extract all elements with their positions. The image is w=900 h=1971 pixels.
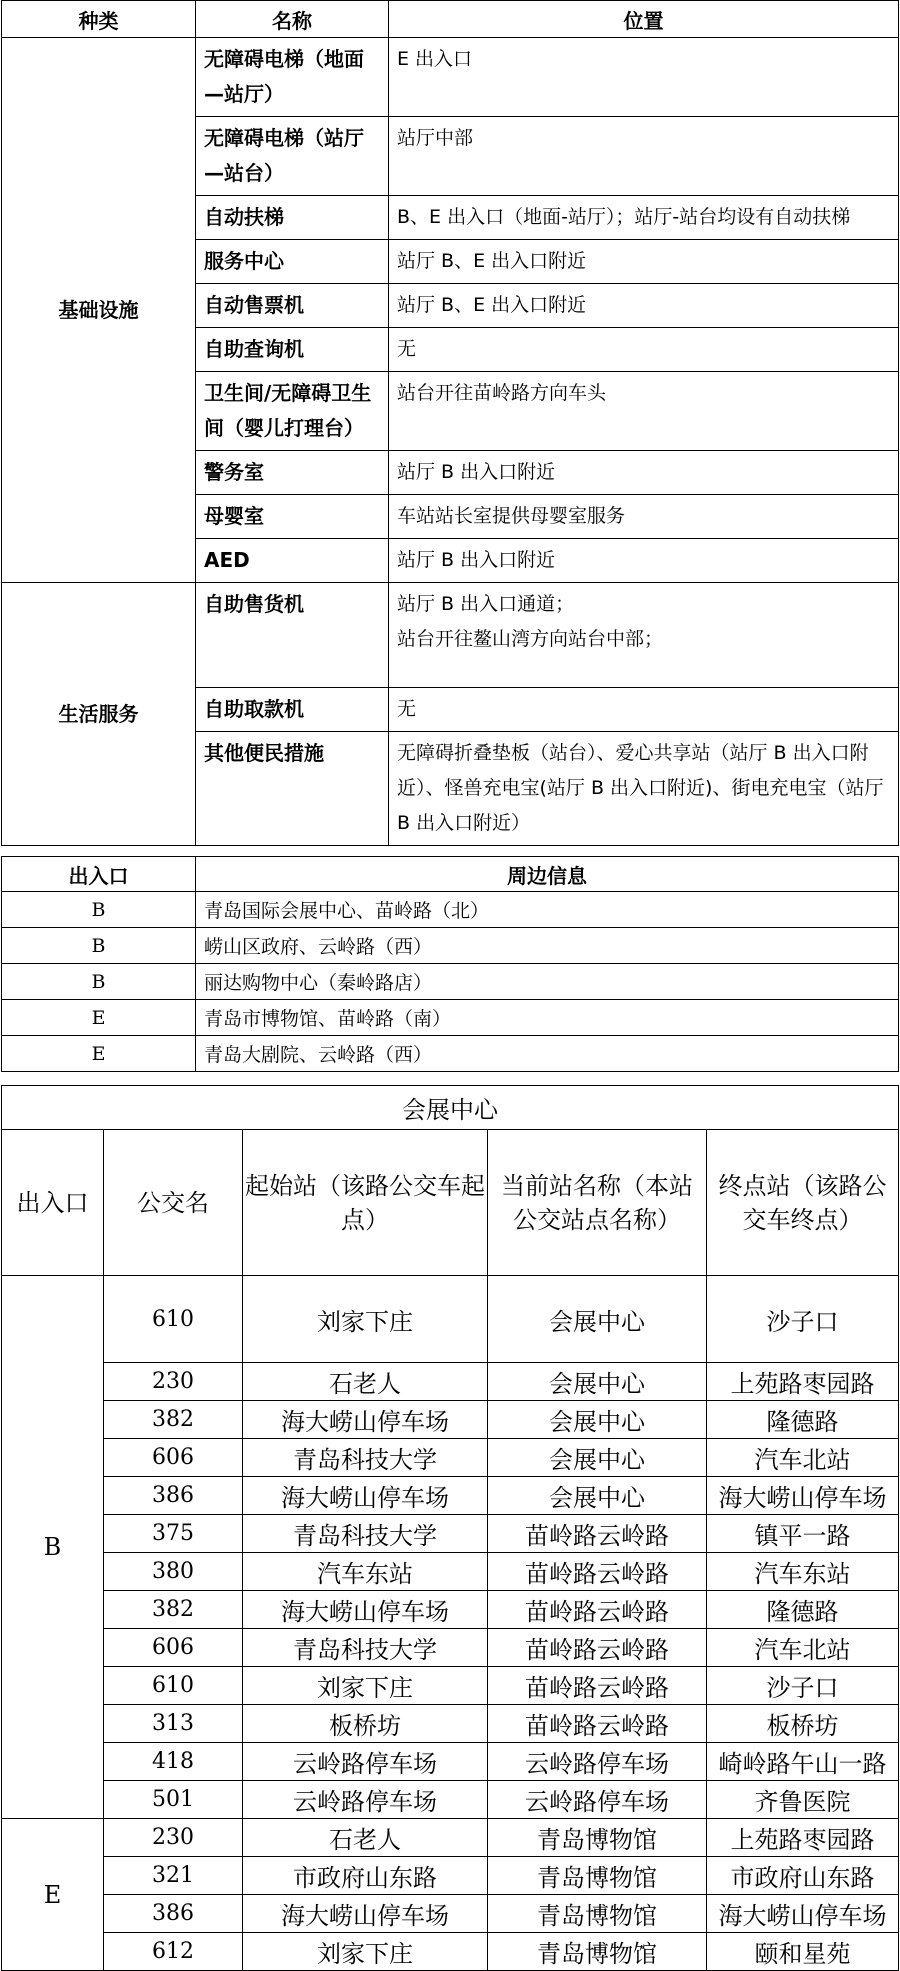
facility-name: 自助取款机: [196, 688, 389, 732]
header-end: 终点站（该路公交车终点）: [707, 1130, 899, 1276]
start-cell: 刘家下庄: [243, 1933, 488, 1971]
facility-name: 卫生间/无障碍卫生间（婴儿打理台）: [196, 372, 389, 451]
entrance-cell: B: [2, 892, 196, 928]
category-life: 生活服务: [2, 583, 196, 846]
table-row: [2, 1363, 899, 1401]
start-cell: 海大崂山停车场: [243, 1477, 488, 1515]
facility-name: 自动售票机: [196, 284, 389, 328]
route-cell: 386: [104, 1895, 243, 1933]
facility-location: 站厅 B 出入口通道； 站台开往鳌山湾方向站台中部；: [389, 583, 899, 688]
end-cell: 上苑路枣园路: [707, 1363, 899, 1401]
route-cell: 375: [104, 1515, 243, 1553]
table-row: [2, 1667, 899, 1705]
facility-location: 无: [389, 688, 899, 732]
start-cell: 市政府山东路: [243, 1857, 488, 1895]
start-cell: 云岭路停车场: [243, 1781, 488, 1819]
table-row: [2, 38, 899, 117]
route-cell: 230: [104, 1363, 243, 1401]
info-cell: 丽达购物中心（秦岭路店）: [196, 964, 899, 1000]
current-cell: 云岭路停车场: [488, 1781, 707, 1819]
entrance-cell: E: [2, 1000, 196, 1036]
info-cell: 青岛国际会展中心、苗岭路（北）: [196, 892, 899, 928]
header-entrance: 出入口: [2, 857, 196, 892]
route-cell: 418: [104, 1743, 243, 1781]
start-cell: 青岛科技大学: [243, 1439, 488, 1477]
route-cell: 380: [104, 1553, 243, 1591]
start-cell: 板桥坊: [243, 1705, 488, 1743]
current-cell: 青岛博物馆: [488, 1895, 707, 1933]
table-row: [2, 1401, 899, 1439]
category-basic: 基础设施: [2, 38, 196, 583]
table-row: [2, 1000, 899, 1036]
end-cell: 隆德路: [707, 1401, 899, 1439]
header-name: 名称: [196, 1, 389, 38]
start-cell: 青岛科技大学: [243, 1515, 488, 1553]
route-cell: 606: [104, 1629, 243, 1667]
start-cell: 汽车东站: [243, 1553, 488, 1591]
route-cell: 382: [104, 1591, 243, 1629]
route-cell: 501: [104, 1781, 243, 1819]
route-cell: 321: [104, 1857, 243, 1895]
bus-caption-row: [2, 1086, 899, 1130]
facility-name: 服务中心: [196, 240, 389, 284]
end-cell: 板桥坊: [707, 1705, 899, 1743]
table-row: [2, 1477, 899, 1515]
facility-name: 无障碍电梯（站厅—站台）: [196, 117, 389, 196]
end-cell: 齐鲁医院: [707, 1781, 899, 1819]
facility-location: 车站站长室提供母婴室服务: [389, 495, 899, 539]
start-cell: 海大崂山停车场: [243, 1591, 488, 1629]
start-cell: 刘家下庄: [243, 1667, 488, 1705]
table-row: [2, 583, 899, 688]
end-cell: 汽车北站: [707, 1629, 899, 1667]
end-cell: 隆德路: [707, 1591, 899, 1629]
facility-location: 无障碍折叠垫板（站台）、爱心共享站（站厅 B 出入口附近）、怪兽充电宝(站厅 B 出入口附近)、街电充电宝（站厅 B 出入口附近）: [389, 732, 899, 846]
end-cell: 沙子口: [707, 1667, 899, 1705]
table-row: [2, 892, 899, 928]
start-cell: 海大崂山停车场: [243, 1401, 488, 1439]
current-cell: 会展中心: [488, 1276, 707, 1363]
end-cell: 崎岭路午山一路: [707, 1743, 899, 1781]
facility-name: AED: [196, 539, 389, 583]
header-start: 起始站（该路公交车起点）: [243, 1130, 488, 1276]
current-cell: 会展中心: [488, 1439, 707, 1477]
facility-location: 站厅 B、E 出入口附近: [389, 284, 899, 328]
route-cell: 610: [104, 1276, 243, 1363]
start-cell: 海大崂山停车场: [243, 1895, 488, 1933]
header-route: 公交名: [104, 1130, 243, 1276]
end-cell: 颐和星苑: [707, 1933, 899, 1971]
header-info: 周边信息: [196, 857, 899, 892]
facility-location: 无: [389, 328, 899, 372]
surroundings-header-row: [2, 857, 899, 892]
route-cell: 612: [104, 1933, 243, 1971]
end-cell: 海大崂山停车场: [707, 1477, 899, 1515]
start-cell: 石老人: [243, 1819, 488, 1857]
end-cell: 海大崂山停车场: [707, 1895, 899, 1933]
facility-location: 站台开往苗岭路方向车头: [389, 372, 899, 451]
facilities-table: [1, 0, 899, 846]
facility-name: 其他便民措施: [196, 732, 389, 846]
table-row: [2, 1553, 899, 1591]
current-cell: 青岛博物馆: [488, 1933, 707, 1971]
table-row: [2, 1819, 899, 1857]
bus-header-row: [2, 1130, 899, 1276]
bus-table: [1, 1085, 899, 1971]
info-cell: 青岛大剧院、云岭路（西）: [196, 1036, 899, 1072]
info-cell: 崂山区政府、云岭路（西）: [196, 928, 899, 964]
table-row: [2, 1276, 899, 1363]
current-cell: 青岛博物馆: [488, 1819, 707, 1857]
table-row: [2, 1439, 899, 1477]
end-cell: 沙子口: [707, 1276, 899, 1363]
header-type: 种类: [2, 1, 196, 38]
facility-name: 无障碍电梯（地面—站厅）: [196, 38, 389, 117]
current-cell: 会展中心: [488, 1477, 707, 1515]
facilities-header-row: [2, 1, 899, 38]
facility-name: 母婴室: [196, 495, 389, 539]
start-cell: 石老人: [243, 1363, 488, 1401]
entrance-e: E: [2, 1819, 104, 1971]
current-cell: 青岛博物馆: [488, 1857, 707, 1895]
facility-location: 站厅 B 出入口附近: [389, 539, 899, 583]
entrance-cell: B: [2, 964, 196, 1000]
table-row: [2, 1629, 899, 1667]
current-cell: 苗岭路云岭路: [488, 1705, 707, 1743]
current-cell: 苗岭路云岭路: [488, 1667, 707, 1705]
info-cell: 青岛市博物馆、苗岭路（南）: [196, 1000, 899, 1036]
facility-location: 站厅 B、E 出入口附近: [389, 240, 899, 284]
end-cell: 汽车东站: [707, 1553, 899, 1591]
table-row: [2, 1591, 899, 1629]
route-cell: 386: [104, 1477, 243, 1515]
facility-name: 自助查询机: [196, 328, 389, 372]
start-cell: 刘家下庄: [243, 1276, 488, 1363]
route-cell: 313: [104, 1705, 243, 1743]
surroundings-table: [1, 856, 899, 1072]
facility-location: B、E 出入口（地面-站厅）；站厅-站台均设有自动扶梯: [389, 196, 899, 240]
facility-location: 站厅中部: [389, 117, 899, 196]
entrance-b: B: [2, 1276, 104, 1819]
table-row: [2, 928, 899, 964]
table-row: [2, 1781, 899, 1819]
table-row: [2, 1743, 899, 1781]
facility-location: 站厅 B 出入口附近: [389, 451, 899, 495]
current-cell: 会展中心: [488, 1363, 707, 1401]
facility-name: 警务室: [196, 451, 389, 495]
entrance-cell: B: [2, 928, 196, 964]
current-cell: 会展中心: [488, 1401, 707, 1439]
route-cell: 230: [104, 1819, 243, 1857]
facility-name: 自助售货机: [196, 583, 389, 688]
table-row: [2, 1036, 899, 1072]
table-row: [2, 1895, 899, 1933]
entrance-cell: E: [2, 1036, 196, 1072]
table-row: [2, 1933, 899, 1971]
end-cell: 镇平一路: [707, 1515, 899, 1553]
current-cell: 云岭路停车场: [488, 1743, 707, 1781]
header-entrance: 出入口: [2, 1130, 104, 1276]
header-location: 位置: [389, 1, 899, 38]
end-cell: 市政府山东路: [707, 1857, 899, 1895]
start-cell: 青岛科技大学: [243, 1629, 488, 1667]
header-current: 当前站名称（本站公交站点名称）: [488, 1130, 707, 1276]
route-cell: 382: [104, 1401, 243, 1439]
current-cell: 苗岭路云岭路: [488, 1515, 707, 1553]
table-row: [2, 1857, 899, 1895]
end-cell: 汽车北站: [707, 1439, 899, 1477]
current-cell: 苗岭路云岭路: [488, 1629, 707, 1667]
current-cell: 苗岭路云岭路: [488, 1591, 707, 1629]
current-cell: 苗岭路云岭路: [488, 1553, 707, 1591]
start-cell: 云岭路停车场: [243, 1743, 488, 1781]
facility-location: E 出入口: [389, 38, 899, 117]
table-row: [2, 964, 899, 1000]
route-cell: 610: [104, 1667, 243, 1705]
table-row: [2, 1705, 899, 1743]
route-cell: 606: [104, 1439, 243, 1477]
facility-name: 自动扶梯: [196, 196, 389, 240]
table-row: [2, 1515, 899, 1553]
bus-caption: 会展中心: [2, 1086, 899, 1130]
end-cell: 上苑路枣园路: [707, 1819, 899, 1857]
